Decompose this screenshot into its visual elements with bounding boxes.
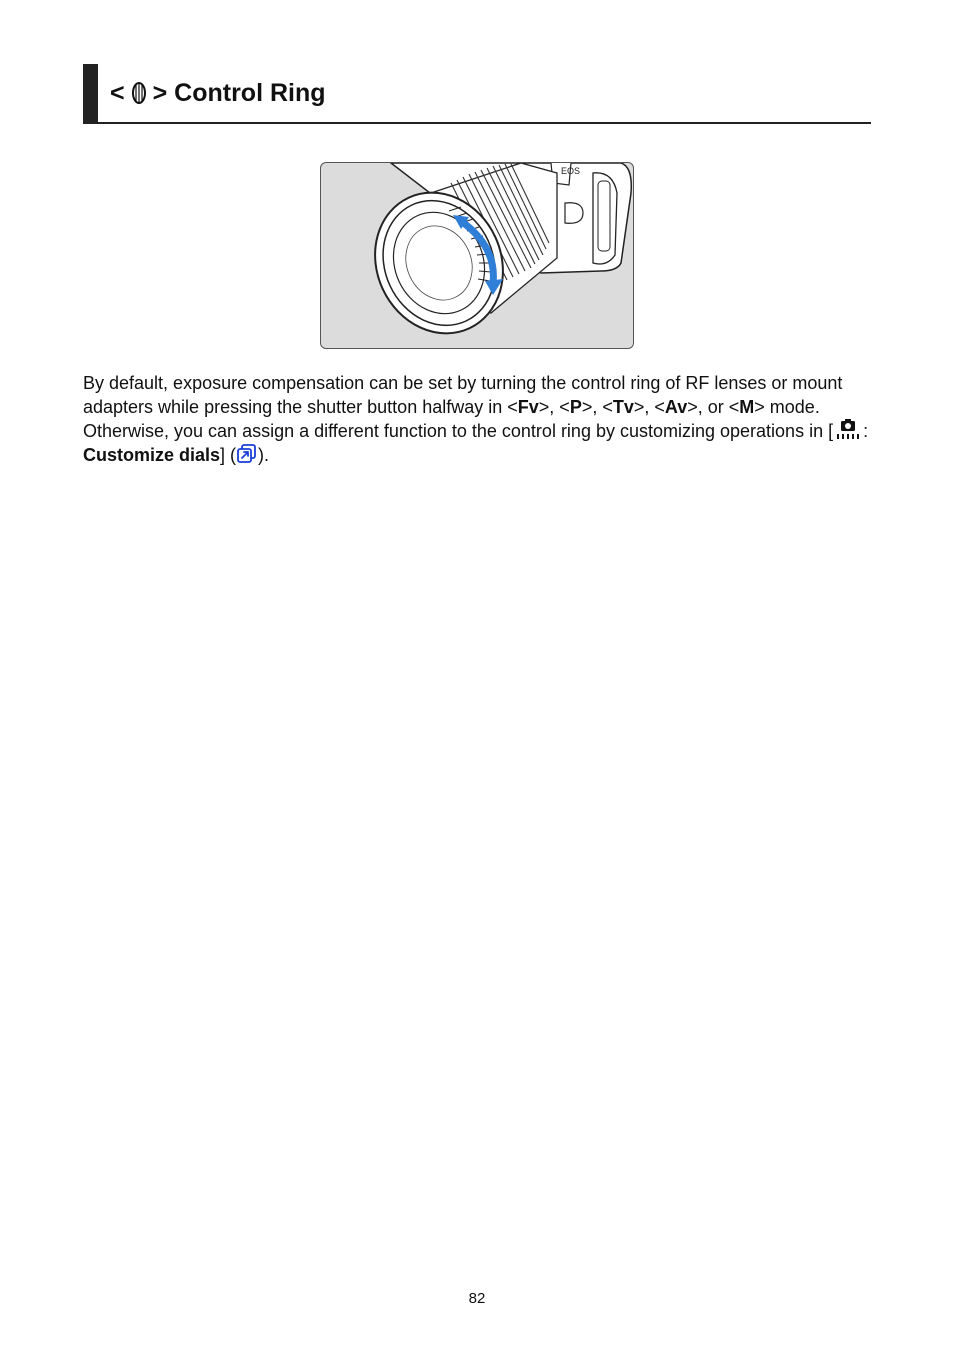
camera-illustration [320, 162, 634, 349]
text-run: >, < [581, 397, 613, 417]
text-run: By default, exposure compensation can be set by turning the control ring of RF lenses or mount adapters while pressing the shutter button halfway in < [83, 373, 843, 417]
page-link-icon[interactable] [236, 443, 258, 465]
mode-p: P [569, 397, 582, 417]
menu-item-customize-dials: Customize dials [83, 445, 221, 465]
heading-title [110, 78, 326, 108]
text-run: ). [258, 445, 270, 465]
mode-av: Av [664, 397, 688, 417]
text-run: >, < [633, 397, 665, 417]
page-number: 82 [468, 1290, 486, 1307]
mode-tv: Tv [612, 397, 634, 417]
camera-lens-control-ring-illustration [321, 163, 633, 348]
section-heading [83, 64, 871, 124]
mode-fv: Fv [517, 397, 539, 417]
text-run: ] ( [220, 445, 237, 465]
heading-accent-bar [83, 64, 98, 124]
heading-prefix: < [110, 79, 125, 107]
text-run: >, or < [687, 397, 740, 417]
heading-text: > Control Ring [152, 79, 326, 107]
text-run: >, < [538, 397, 570, 417]
text-run: : [863, 421, 869, 441]
camera-custom-function-icon [833, 419, 863, 441]
eos-label: EOS [561, 166, 581, 176]
description-paragraph [83, 371, 873, 467]
mode-m: M [739, 397, 755, 417]
control-ring-icon [129, 81, 149, 105]
text-run: > mode. Otherwise, you can assign a different function to the control ring by customizing operations in [ [83, 397, 834, 441]
